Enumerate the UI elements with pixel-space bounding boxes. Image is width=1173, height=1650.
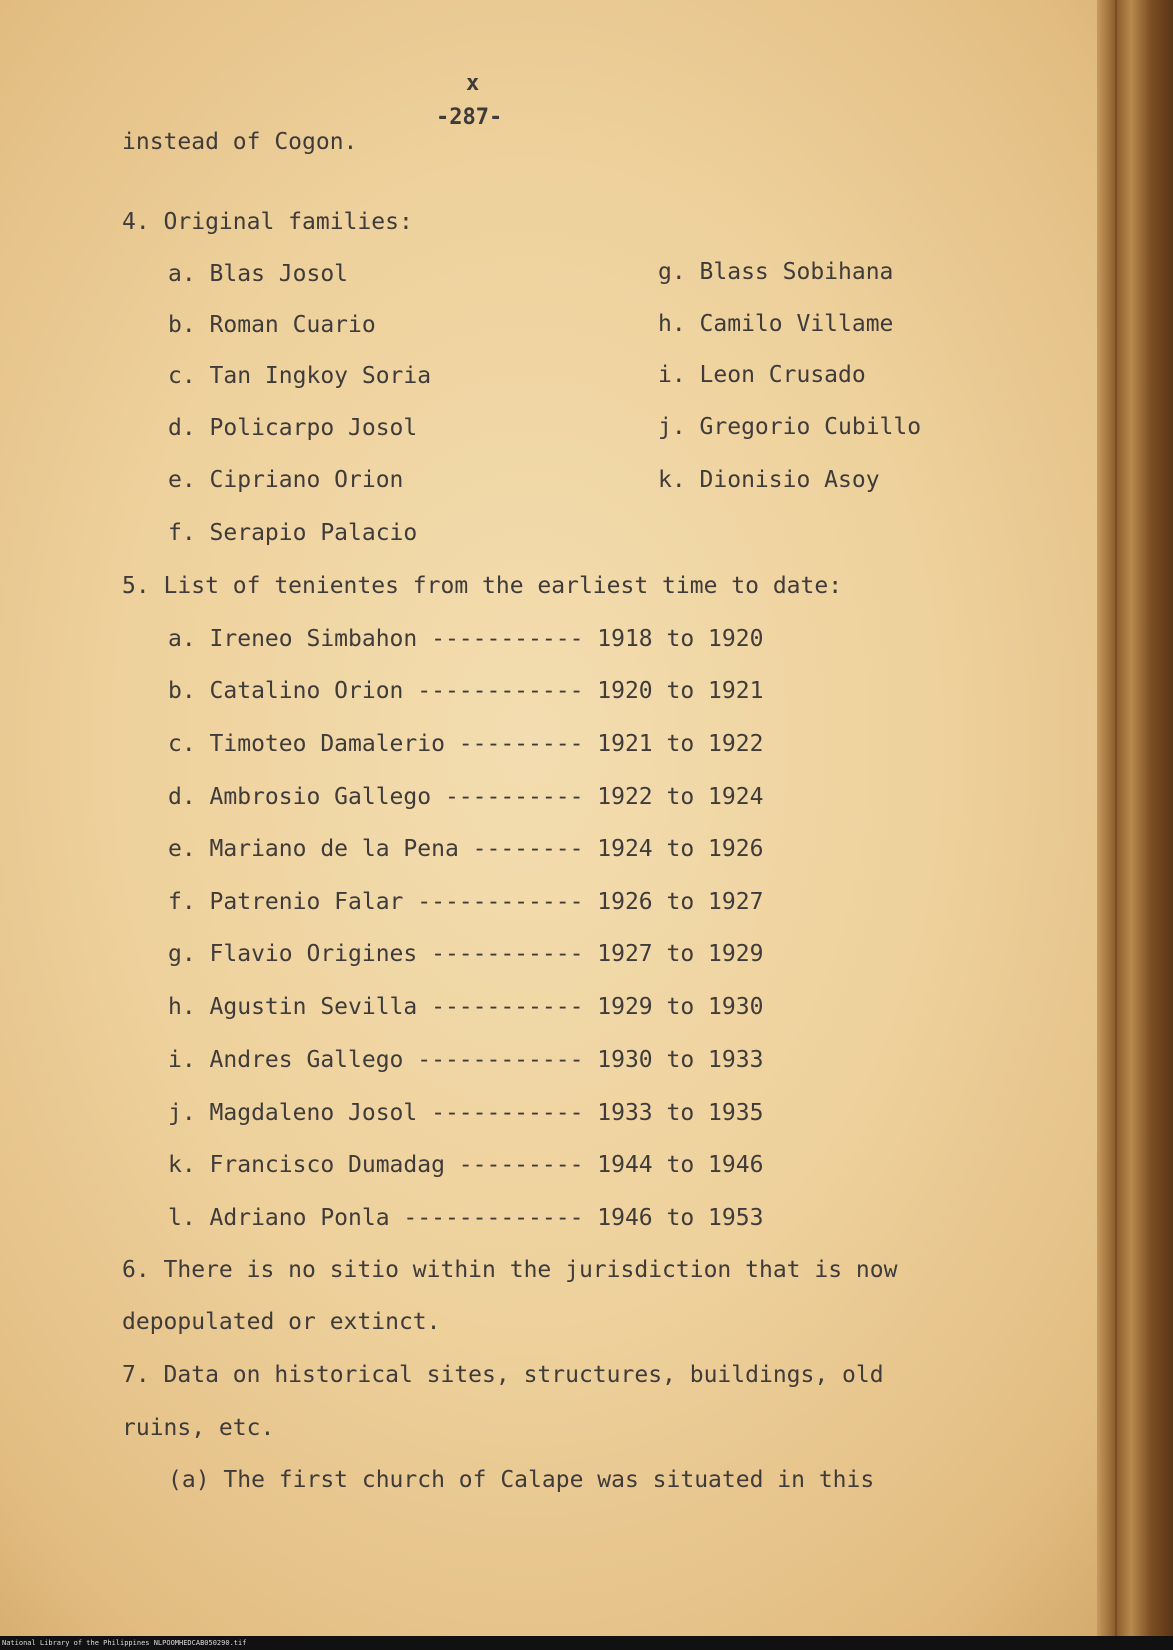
- family-item: k. Dionisio Asoy: [658, 467, 880, 493]
- scan-footer-text: National Library of the Philippines NLPOOMHEDCAB050290.tif: [2, 1639, 247, 1647]
- book-page-edge: [1097, 0, 1173, 1650]
- teniente-row: c. Timoteo Damalerio --------- 1921 to 1922: [168, 731, 764, 757]
- family-item: e. Cipriano Orion: [168, 467, 404, 493]
- teniente-row: e. Mariano de la Pena -------- 1924 to 1926: [168, 836, 764, 862]
- section-5-heading: 5. List of tenientes from the earliest time to date:: [122, 573, 843, 599]
- page-mark: x: [466, 71, 480, 96]
- family-item: b. Roman Cuario: [168, 312, 376, 338]
- family-item: d. Policarpo Josol: [168, 415, 418, 441]
- teniente-row: j. Magdaleno Josol ----------- 1933 to 1935: [168, 1100, 764, 1126]
- scan-footer: [0, 1636, 1173, 1650]
- teniente-row: g. Flavio Origines ----------- 1927 to 1929: [168, 941, 764, 967]
- section-6-line-1: 6. There is no sitio within the jurisdiction that is now: [122, 1257, 898, 1283]
- family-item: i. Leon Crusado: [658, 362, 866, 388]
- teniente-row: i. Andres Gallego ------------ 1930 to 1933: [168, 1047, 764, 1073]
- section-7-line-2: ruins, etc.: [122, 1415, 275, 1441]
- family-item: j. Gregorio Cubillo: [658, 414, 922, 440]
- teniente-row: f. Patrenio Falar ------------ 1926 to 1927: [168, 889, 764, 915]
- teniente-row: d. Ambrosio Gallego ---------- 1922 to 1924: [168, 784, 764, 810]
- teniente-row: h. Agustin Sevilla ----------- 1929 to 1930: [168, 994, 764, 1020]
- teniente-row: k. Francisco Dumadag --------- 1944 to 1946: [168, 1152, 764, 1178]
- teniente-row: l. Adriano Ponla ------------- 1946 to 1953: [168, 1205, 764, 1231]
- family-item: h. Camilo Villame: [658, 311, 894, 337]
- family-item: c. Tan Ingkoy Soria: [168, 363, 432, 389]
- section-7-item-a: (a) The first church of Calape was situated in this: [168, 1467, 875, 1493]
- family-item: g. Blass Sobihana: [658, 259, 894, 285]
- family-item: f. Serapio Palacio: [168, 520, 418, 546]
- section-7-line-1: 7. Data on historical sites, structures, buildings, old: [122, 1362, 884, 1388]
- teniente-row: b. Catalino Orion ------------ 1920 to 1921: [168, 678, 764, 704]
- family-item: a. Blas Josol: [168, 261, 349, 287]
- teniente-row: a. Ireneo Simbahon ----------- 1918 to 1920: [168, 626, 764, 652]
- continuation-line: instead of Cogon.: [122, 129, 358, 155]
- section-6-line-2: depopulated or extinct.: [122, 1309, 441, 1335]
- page-number: -287-: [436, 105, 503, 130]
- section-4-heading: 4. Original families:: [122, 209, 413, 235]
